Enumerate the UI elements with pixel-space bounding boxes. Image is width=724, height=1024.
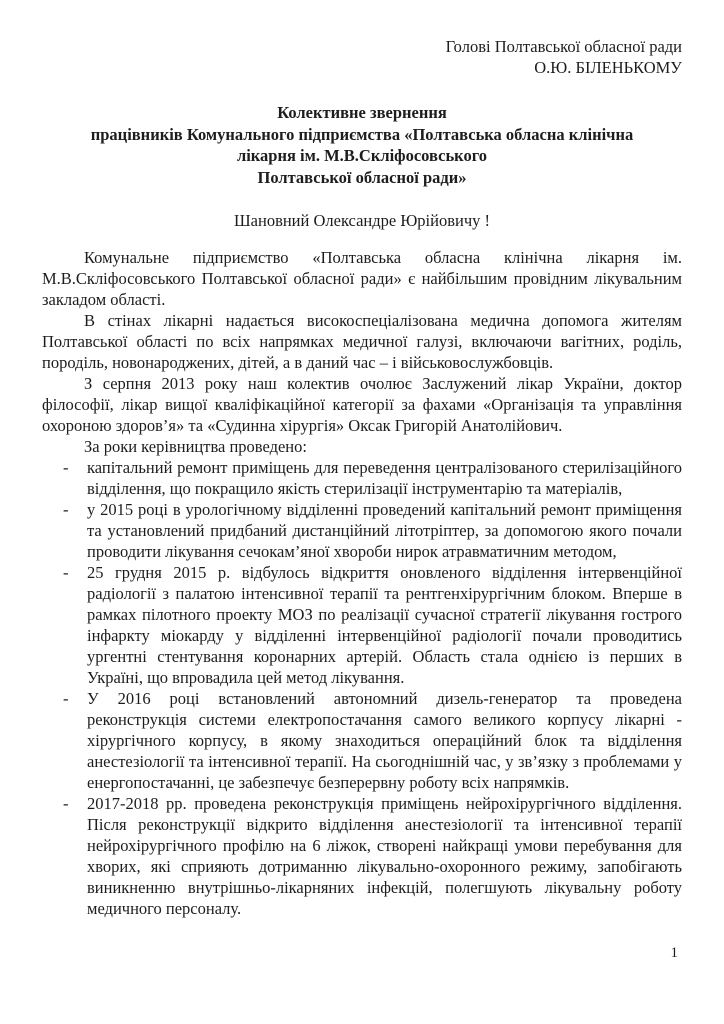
recipient-line-1: Голові Полтавської обласної ради bbox=[445, 37, 682, 56]
bullet-marker: - bbox=[63, 689, 69, 708]
list-intro: За роки керівництва проведено: bbox=[84, 437, 307, 456]
bullet-marker: - bbox=[63, 563, 69, 582]
bullet-text-5: 2017-2018 рр. проведена реконструкція приміщень нейрохірургічного відділення. Після реконструкції відкрито відділення анестезіології та інтенсивної терапії нейрохірургічного профілю на 6 ліжок, створені найкращі умови перебування для хворих, які сприяють дотриманню лікувально-охоронного режиму, запобігають виникненню внутрішньо-лікарняних інфекцій, полегшують лікувальну роботу медичного персоналу. bbox=[87, 794, 682, 918]
letter-title-line-1: Колективне звернення bbox=[277, 103, 447, 122]
bullet-item-5 bbox=[42, 793, 682, 919]
letter-body bbox=[42, 247, 682, 919]
bullet-text-2: у 2015 році в урологічному відділенні проведений капітальний ремонт приміщення та установлений придбаний дистанційний літотріптер, за допомогою якого почали проводити лікування сечокам’яної хвороби нирок атравматичним методом, bbox=[87, 500, 682, 561]
bullet-text-1: капітальний ремонт приміщень для переведення централізованого стерилізаційного відділення, що покращило якість стерилізації інструментарію та матеріалів, bbox=[87, 458, 682, 498]
bullet-item-3 bbox=[42, 562, 682, 688]
salutation: Шановний Олександре Юрійовичу ! bbox=[234, 211, 490, 230]
bullet-text-4: У 2016 році встановлений автономний дизель-генератор та проведена реконструкція системи електропостачання самого великого корпусу лікарні - хірургічного корпусу, в якому знаходиться операційний блок та відділення анестезіології та інтенсивної терапії. На сьогоднішній час, у зв’язку з проблемами у енергопостачанні, це забезпечує безперервну роботу всіх напрямків. bbox=[87, 689, 682, 792]
bullet-marker: - bbox=[63, 500, 69, 519]
bullet-item-4 bbox=[42, 688, 682, 793]
letter-title-line-4: Полтавської обласної ради» bbox=[257, 167, 467, 187]
recipient-line-2: О.Ю. БІЛЕНЬКОМУ bbox=[534, 58, 682, 77]
bullet-text-3: 25 грудня 2015 р. відбулось відкриття оновленого відділення інтервенційної радіології з палатою інтенсивної терапії та рентгенхірургічним блоком. Вперше в рамках пілотного проекту МОЗ по реалізації сучасної стратегії лікування гострого інфаркту міокарду у відділенні інтервенційної радіології почали проводитись ургентні стентування коронарних артерій. Область стала однією із перших в Україні, що впровадила цей метод лікування. bbox=[87, 563, 682, 687]
paragraph-1: Комунальне підприємство «Полтавська обласна клінічна лікарня ім. М.В.Скліфосовського Полтавської обласної ради» є найбільшим провідним лікувальним закладом області. bbox=[42, 248, 682, 309]
bullet-marker: - bbox=[63, 458, 69, 477]
bullet-item-1 bbox=[42, 457, 682, 499]
recipient-block bbox=[42, 36, 682, 78]
paragraph-3: З серпня 2013 року наш колектив очолює Заслужений лікар України, доктор філософії, лікар вищої кваліфікаційної категорії за фахами «Організація та управління охороною здоров’я» та «Судинна хірургія» Оксак Григорій Анатолійович. bbox=[42, 374, 682, 435]
bullet-marker: - bbox=[63, 794, 69, 813]
page-number: 1 bbox=[670, 945, 678, 961]
paragraph-2: В стінах лікарні надається високоспеціалізована медична допомога жителям Полтавської області по всіх напрямках медичної галузі, включаючи вагітних, роділь, породіль, новонароджених, дітей, а в даний час – і військовослужбовців. bbox=[42, 311, 682, 372]
bullet-item-2 bbox=[42, 499, 682, 562]
letter-title-line-2: працівників Комунального підприємства «Полтавська обласна клінічна bbox=[90, 124, 634, 144]
letter-title-line-3: лікарня ім. М.В.Скліфосовського bbox=[236, 146, 488, 165]
letter-title bbox=[42, 102, 682, 188]
